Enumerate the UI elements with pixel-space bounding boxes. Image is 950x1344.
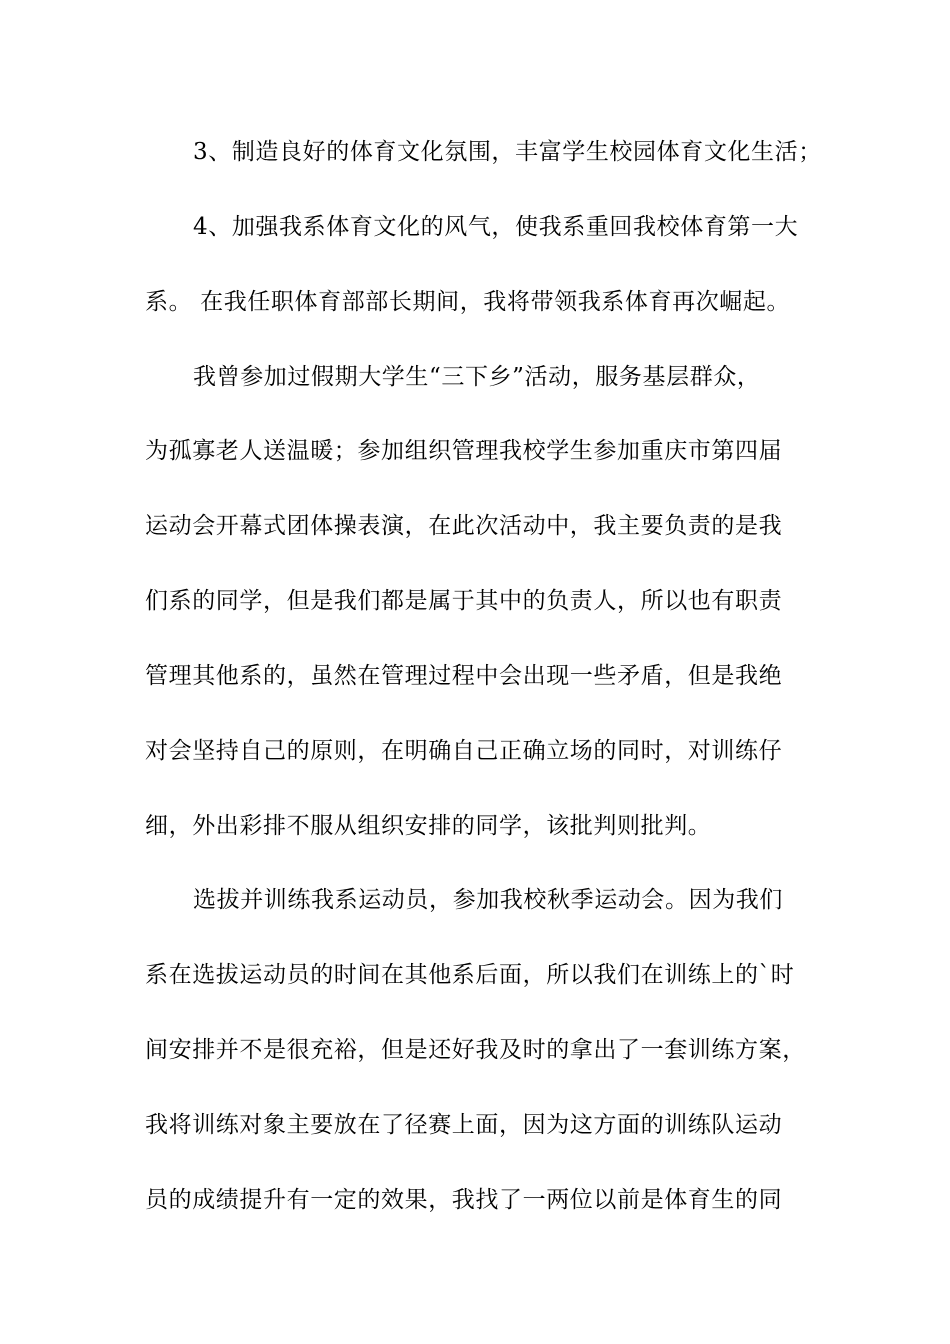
text-line-7: 们系的同学，但是我们都是属于其中的负责人，所以也有职责 [145,588,783,614]
text-line-1: 3、制造良好的体育文化氛围，丰富学生校园体育文化生活； [193,139,822,165]
text-line-13: 间安排并不是很充裕，但是还好我及时的拿出了一套训练方案， [145,1037,806,1063]
text-line-4: 我曾参加过假期大学生“三下乡”活动，服务基层群众， [193,364,761,390]
text-line-9: 对会坚持自己的原则，在明确自己正确立场的同时，对训练仔 [145,738,783,764]
text-line-12: 系在选拔运动员的时间在其他系后面，所以我们在训练上的`时 [145,962,795,988]
text-line-11: 选拔并训练我系运动员，参加我校秋季运动会。因为我们 [193,887,783,913]
text-line-2: 4、加强我系体育文化的风气，使我系重回我校体育第一大 [193,214,799,240]
text-line-15: 员的成绩提升有一定的效果，我找了一两位以前是体育生的同 [145,1187,783,1213]
text-line-14: 我将训练对象主要放在了径赛上面，因为这方面的训练队运动 [145,1112,783,1138]
text-line-10: 细，外出彩排不服从组织安排的同学，该批判则批判。 [145,813,712,839]
text-line-5: 为孤寡老人送温暖；参加组织管理我校学生参加重庆市第四届 [145,438,783,464]
text-line-8: 管理其他系的，虽然在管理过程中会出现一些矛盾，但是我绝 [145,663,783,689]
text-line-6: 运动会开幕式团体操表演，在此次活动中，我主要负责的是我 [145,513,783,539]
text-line-3: 系。 在我任职体育部部长期间，我将带领我系体育再次崛起。 [145,289,791,315]
